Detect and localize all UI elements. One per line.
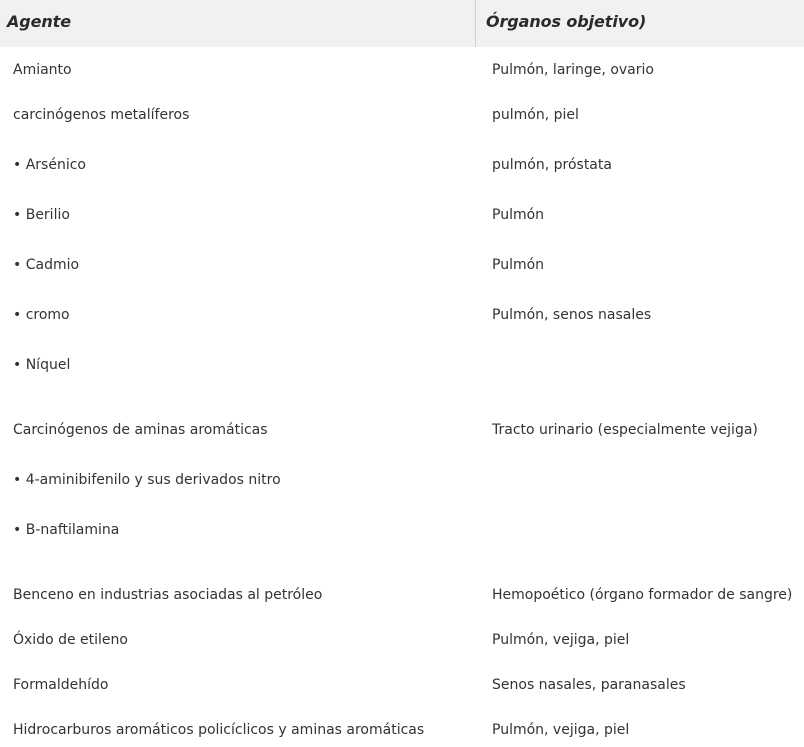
row-11-agent: Óxido de etileno [13,632,128,648]
row-11-organs: Pulmón, vejiga, piel [492,632,630,648]
header-target-organs: Órganos objetivo) [486,12,647,31]
row-6-agent: • Níquel [13,357,71,373]
row-2-agent: • Arsénico [13,157,86,173]
row-1-agent: carcinógenos metalíferos [13,107,190,123]
row-4-agent: • Cadmio [13,257,80,273]
row-12-organs: Senos nasales, paranasales [492,677,686,693]
row-10-organs: Hemopoético (órgano formador de sangre) [492,587,793,603]
row-3-organs: Pulmón [492,207,545,223]
header-agent: Agente [7,12,71,31]
row-9-agent: • B-naftilamina [13,522,120,538]
row-2-organs: pulmón, próstata [492,157,612,173]
row-0-organs: Pulmón, laringe, ovario [492,62,654,78]
row-12-agent: Formaldehído [13,677,109,693]
row-3-agent: • Berilio [13,207,70,223]
row-0-agent: Amianto [13,62,72,78]
row-5-organs: Pulmón, senos nasales [492,307,652,323]
row-5-agent: • cromo [13,307,70,323]
row-4-organs: Pulmón [492,257,545,273]
row-10-agent: Benceno en industrias asociadas al petróleo [13,587,323,603]
row-7-organs: Tracto urinario (especialmente vejiga) [492,422,758,438]
row-13-organs: Pulmón, vejiga, piel [492,722,630,738]
table-header [0,0,804,47]
row-8-agent: • 4-aminibifenilo y sus derivados nitro [13,472,281,488]
header-divider [475,0,476,47]
row-7-agent: Carcinógenos de aminas aromáticas [13,422,268,438]
row-13-agent: Hidrocarburos aromáticos policíclicos y aminas aromáticas [13,722,425,738]
row-1-organs: pulmón, piel [492,107,579,123]
